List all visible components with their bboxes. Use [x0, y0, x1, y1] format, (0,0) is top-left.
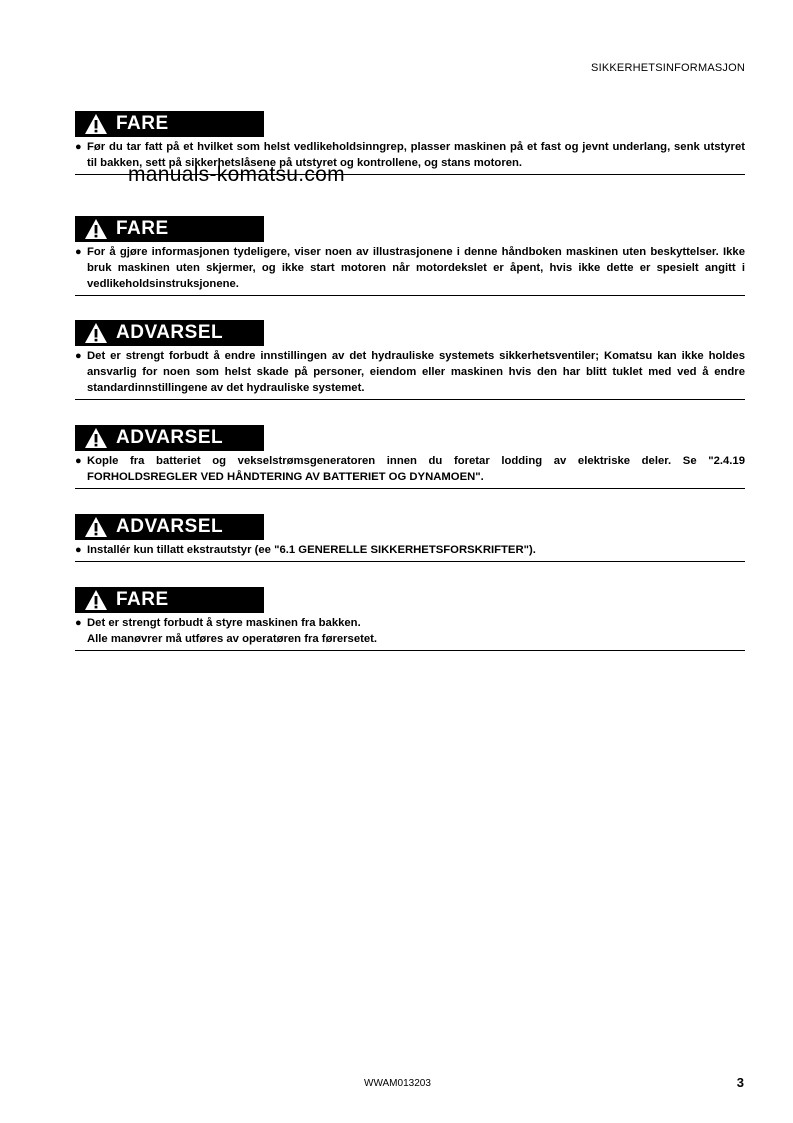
- divider: [75, 295, 745, 296]
- divider: [75, 561, 745, 562]
- bullet-dot: ●: [75, 246, 82, 258]
- danger-banner: [75, 111, 264, 137]
- warning-triangle-icon: [84, 516, 108, 538]
- banner-label: ADVARSEL: [116, 427, 224, 448]
- watermark: manuals-komatsu.com: [128, 163, 345, 186]
- warning-triangle-icon: [84, 322, 108, 344]
- notice-text: [87, 615, 745, 647]
- danger-banner: [75, 587, 264, 613]
- bullet-dot: ●: [75, 350, 82, 362]
- page-header: SIKKERHETSINFORMASJON: [591, 62, 745, 74]
- notice-line: Det er strengt forbudt å styre maskinen fra bakken.: [87, 617, 361, 629]
- page-number: 3: [736, 1075, 744, 1090]
- notice-fare-2: [75, 216, 745, 296]
- bullet-dot: ●: [75, 455, 82, 467]
- notice-bullet: [75, 348, 745, 396]
- divider: [75, 399, 745, 400]
- banner-label: FARE: [116, 218, 169, 239]
- notice-bullet: [75, 244, 745, 292]
- warning-banner: [75, 425, 264, 451]
- bullet-dot: ●: [75, 617, 82, 629]
- notice-line: Alle manøvrer må utføres av operatøren fra førersetet.: [87, 633, 378, 645]
- warning-banner: [75, 514, 264, 540]
- notice-text: Installér kun tillatt ekstrautstyr (ee "6.1 GENERELLE SIKKERHETSFORSKRIFTER").: [87, 544, 536, 556]
- banner-label: FARE: [116, 589, 169, 610]
- notice-fare-3: [75, 587, 745, 651]
- divider: [75, 650, 745, 651]
- notice-advarsel-1: [75, 320, 745, 400]
- warning-triangle-icon: [84, 218, 108, 240]
- bullet-dot: ●: [75, 141, 82, 153]
- warning-triangle-icon: [84, 589, 108, 611]
- notice-text: For å gjøre informasjonen tydeligere, viser noen av illustrasjonene i denne håndboken maskinen uten beskyttelser. Ikke bruk maskinen uten skjermer, og ikke start motoren når motordekslet er åpent, hvis ikke dette er spesielt angitt i vedlikeholdsinstruksjonene.: [87, 246, 745, 290]
- notice-text: Før du tar fatt på et hvilket som helst vedlikeholdsinngrep, plasser maskinen på et fast og jevnt underlang, senk utstyret til bakken, sett på sikkerhetslåsene på utstyret og kontrollene, og stans motoren.: [87, 141, 745, 169]
- danger-banner: [75, 216, 264, 242]
- document-code: WWAM013203: [364, 1078, 431, 1089]
- divider: [75, 488, 745, 489]
- notice-text: Det er strengt forbudt å endre innstillingen av det hydrauliske systemets sikkerhetsventiler; Komatsu kan ikke holdes ansvarlig for noen som helst skade på personer, eiendom eller maskinen hvis den har blitt tuklet med ved å endre standardinnstillingene av det hydrauliske systemet.: [87, 350, 745, 394]
- notice-advarsel-3: [75, 514, 745, 562]
- warning-triangle-icon: [84, 427, 108, 449]
- notice-bullet: [75, 615, 745, 647]
- notice-bullet: [75, 542, 745, 558]
- notice-bullet: [75, 453, 745, 485]
- banner-label: FARE: [116, 113, 169, 134]
- banner-label: ADVARSEL: [116, 322, 224, 343]
- bullet-dot: ●: [75, 544, 82, 556]
- notice-advarsel-2: [75, 425, 745, 489]
- banner-label: ADVARSEL: [116, 516, 224, 537]
- notice-text: Kople fra batteriet og vekselstrømsgeneratoren innen du foretar lodding av elektriske deler. Se "2.4.19 FORHOLDSREGLER VED HÅNDTERING AV BATTERIET OG DYNAMOEN".: [87, 455, 745, 483]
- warning-triangle-icon: [84, 113, 108, 135]
- warning-banner: [75, 320, 264, 346]
